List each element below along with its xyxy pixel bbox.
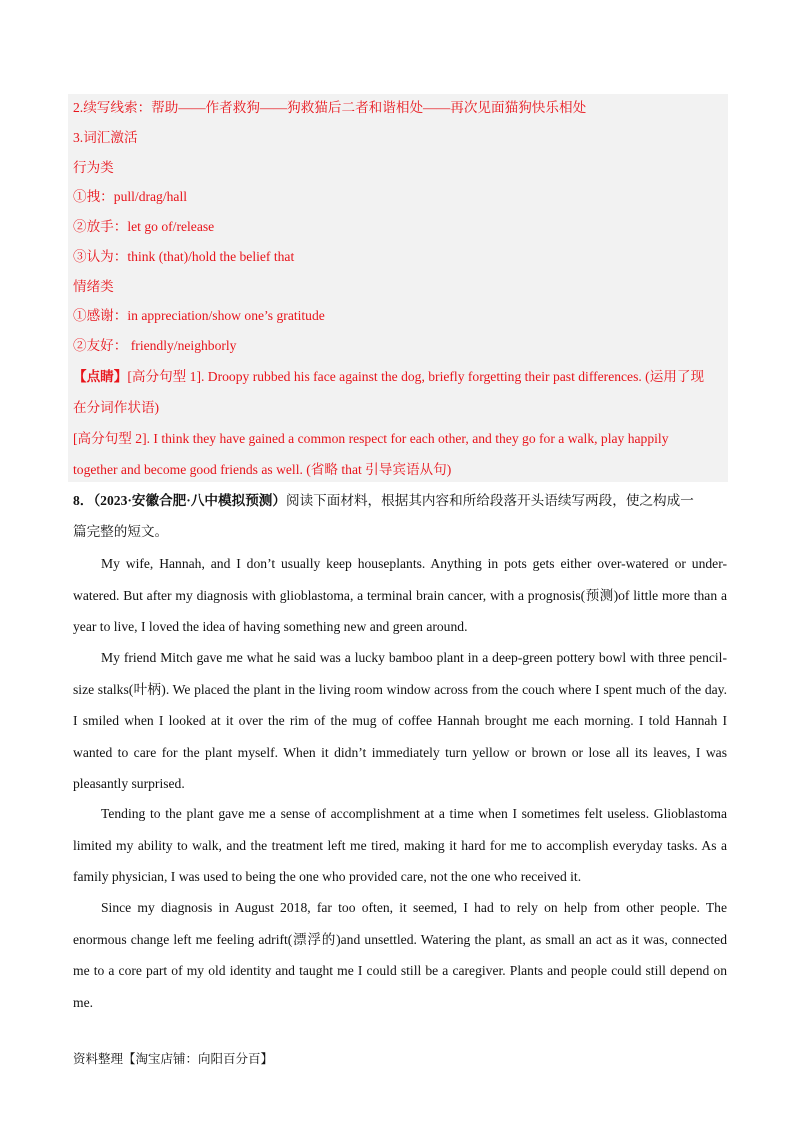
highlight-sentence-1-text: [高分句型 1]. Droopy rubbed his face against the dog, briefly forgetting their past differences. (运用了现 [127,369,705,384]
question-instruction: 阅读下面材料，根据其内容和所给段落开头语续写两段，使之构成一 [285,493,694,508]
vocab-item-thanks: ①感谢：in appreciation/show one’s gratitude [73,308,325,323]
passage-paragraph: Tending to the plant gave me a sense of accomplishment at a time when I sometimes felt useless. Glioblastoma limited my ability to walk, and the treatment left me tired, making it hard for me to accomplish everyday tasks. As a family physician, I was used to being the one who provided care, not the one who received it. [73,806,727,884]
highlight-sentence-2-cont: together and become good friends as well. (省略 that 引导宾语从句) [73,462,452,477]
highlight-sentence-1-note: 在分词作状语) [73,400,160,415]
vocab-item-release: ②放手：let go of/release [73,219,215,234]
question-number: 8． [73,493,94,508]
highlight-sentence-1 [73,368,704,386]
passage-paragraph: Since my diagnosis in August 2018, far too often, it seemed, I had to rely on help from other people. The enormous change left me feeling adrift(漂浮的)and unsettled. Watering the plant, as small an act as it was, connected me to a core part of my old identity and taught me I could still be a caregiver. Plants and people could still depend on me. [73,900,727,1010]
vocab-item-drag: ①拽：pull/drag/hall [73,189,188,204]
question-instruction-cont: 篇完整的短文。 [73,524,169,539]
answer-analysis-box [68,94,728,482]
question-source: （2023·安徽合肥·八中模拟预测） [93,493,286,508]
category-action: 行为类 [73,160,114,175]
passage-paragraph: My friend Mitch gave me what he said was a lucky bamboo plant in a deep-green pottery bowl with three pencil-size stalks(叶柄). We placed the plant in the living room window across from the couch where I spent much of the day. I smiled when I looked at it over the rim of the mug of coffee Hannah brought me each morning. I told Hannah I wanted to care for the plant myself. When it didn’t immediately turn yellow or brown or lose all its leaves, I was pleasantly surprised. [73,650,727,791]
page-footer: 资料整理【淘宝店铺：向阳百分百】 [73,1052,274,1066]
highlight-sentence-2: [高分句型 2]. I think they have gained a common respect for each other, and they go for a walk, play happily [73,431,669,446]
vocab-item-friendly: ②友好： friendly/neighborly [73,338,237,353]
category-emotion: 情绪类 [73,279,114,294]
passage-paragraph: My wife, Hannah, and I don’t usually keep houseplants. Anything in pots gets either over-watered or under-watered. But after my diagnosis with glioblastoma, a terminal brain cancer, with a prognosis(预测)of little more than a year to live, I loved the idea of having something new and green around. [73,556,727,634]
vocabulary-heading: 3.词汇激活 [73,130,138,145]
highlight-label: 【点睛】 [73,369,128,384]
vocab-item-think: ③认为：think (that)/hold the belief that [73,249,295,264]
question-header [73,489,694,509]
continuation-clue-line: 2.续写线索：帮助——作者救狗——狗救猫后二者和谐相处——再次见面猫狗快乐相处 [73,100,587,115]
